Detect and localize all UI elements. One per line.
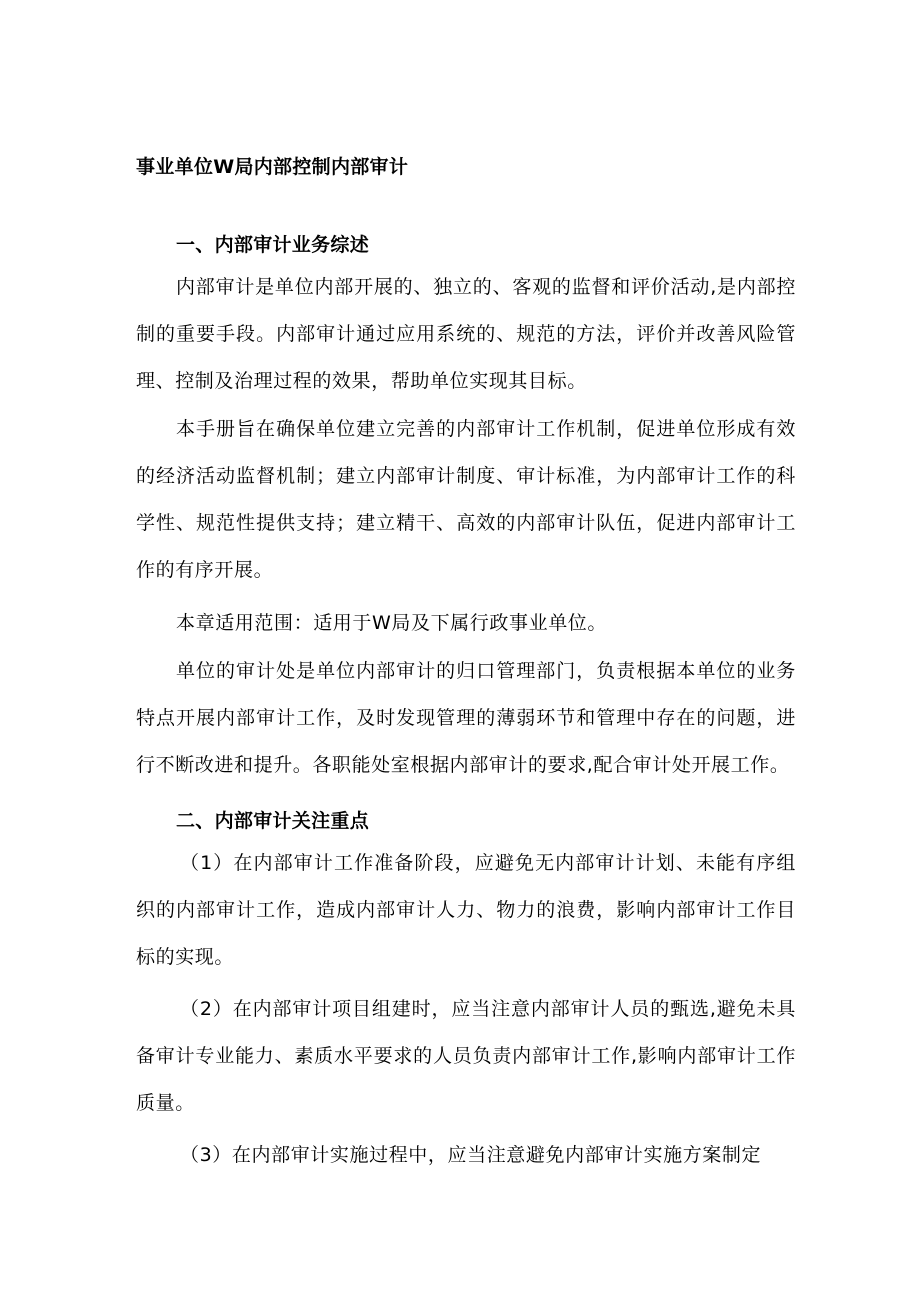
list-item-focus-3: （3）在内部审计实施过程中，应当注意避免内部审计实施方案制定 xyxy=(180,1144,762,1166)
paragraph-overview-definition: 内部审计是单位内部开展的、独立的、客观的监督和评价活动,是内部控制的重要手段。内部审计通过应用系统的、规范的方法，评价并改善风险管理、控制及治理过程的效果，帮助单位实现其目标。 xyxy=(136,276,796,392)
paragraph-overview-purpose: 本手册旨在确保单位建立完善的内部审计工作机制，促进单位形成有效的经济活动监督机制；建立内部审计制度、审计标准，为内部审计工作的科学性、规范性提供支持；建立精干、高效的内部审计队伍，促进内部审计工作的有序开展。 xyxy=(136,418,796,581)
list-item-focus-1: （1）在内部审计工作准备阶段，应避免无内部审计计划、未能有序组织的内部审计工作，造成内部审计人力、物力的浪费，影响内部审计工作目标的实现。 xyxy=(136,852,796,968)
paragraph-overview-scope: 本章适用范围：适用于W局及下属行政事业单位。 xyxy=(176,612,607,634)
paragraph-overview-responsibility: 单位的审计处是单位内部审计的归口管理部门，负责根据本单位的业务特点开展内部审计工作，及时发现管理的薄弱环节和管理中存在的问题，进行不断改进和提升。各职能处室根据内部审计的要求,配合审计处开展工作。 xyxy=(136,660,796,776)
section-heading-overview: 一、内部审计业务综述 xyxy=(176,234,370,256)
document-title: 事业单位W局内部控制内部审计 xyxy=(136,156,409,178)
section-heading-focus: 二、内部审计关注重点 xyxy=(176,810,370,832)
list-item-focus-2: （2）在内部审计项目组建时，应当注意内部审计人员的甄选,避免未具备审计专业能力、素质水平要求的人员负责内部审计工作,影响内部审计工作质量。 xyxy=(136,998,796,1114)
